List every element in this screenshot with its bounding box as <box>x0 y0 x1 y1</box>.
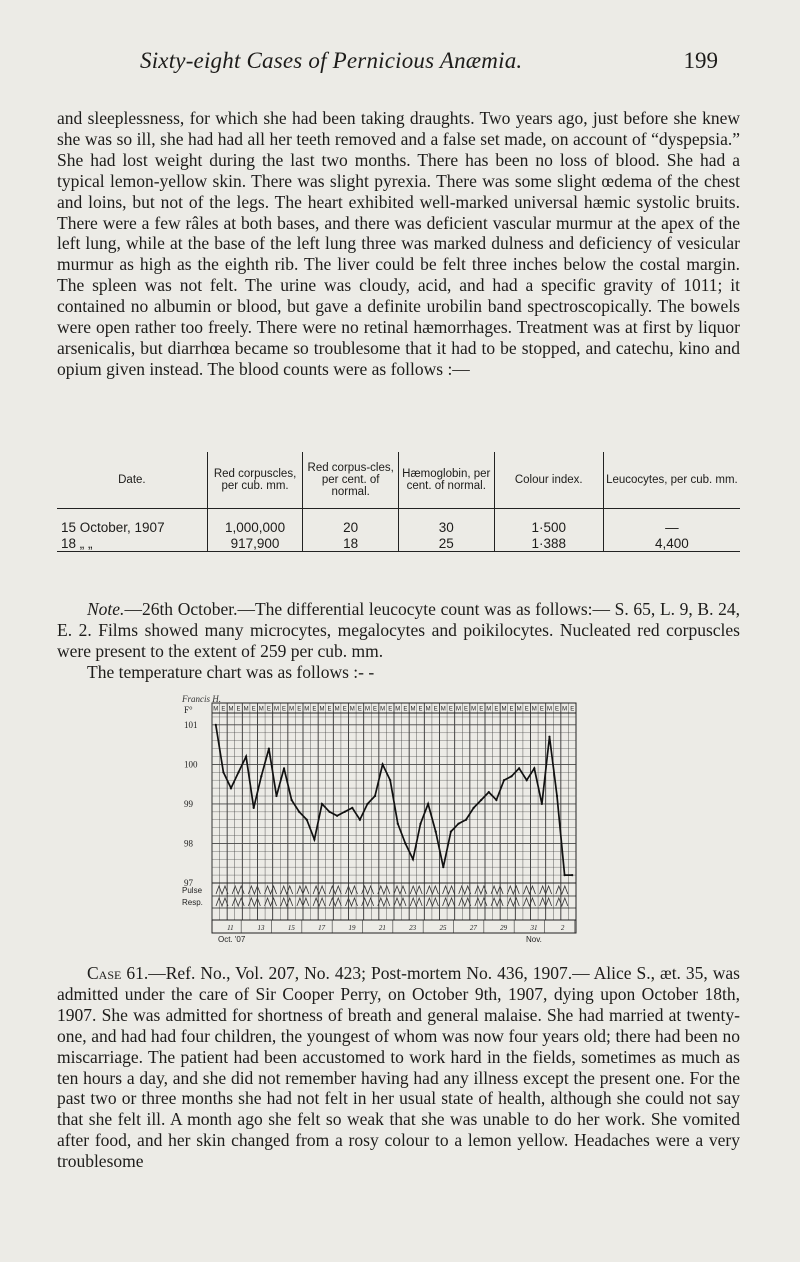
chart-date-label: 23 <box>409 924 417 932</box>
chart-temperature-point <box>510 775 512 777</box>
case-61-text: —Ref. No., Vol. 207, No. 423; Post-mortem No. 436, 1907.— Alice S., æt. 35, was admitted under the care of Sir Cooper Perry, on October 9th, 1907, dying upon October 18th, 1907. She was admitted for shortness of breath and general malaise. She had married at twenty-one, and had had four children, the youngest of whom was now four years old; there had been no miscarriage. The patient had been accustomed to work hard in the fields, sometimes as much as ten hours a day, and she did not remember having had any illness except the present one. For the past two or three months she had not felt in her usual state of health, although she could not say that she felt ill. A month ago she felt so weak that she was unable to do her work. She vomited after food, and her skin changed from a rosy colour to a lemon yellow. Headaches were a very troublesome <box>57 963 740 1172</box>
chart-temperature-point <box>427 803 429 805</box>
page-header <box>110 48 718 84</box>
chart-me-label: E <box>539 706 544 713</box>
chart-me-label: E <box>357 706 362 713</box>
chart-temperature-point <box>253 807 255 809</box>
chart-date-label: 21 <box>378 924 386 932</box>
chart-temperature-point <box>351 807 353 809</box>
chart-me-label: M <box>364 706 370 713</box>
chart-date-label: 2 <box>560 924 565 932</box>
cell-red-percent: 20 <box>303 509 399 536</box>
chart-me-label: E <box>251 706 256 713</box>
cell-red-corpuscles: 917,900 <box>207 535 303 552</box>
paragraph-temp-intro: The temperature chart was as follows :- - <box>87 661 375 682</box>
chart-me-label: E <box>418 706 423 713</box>
chart-me-label: E <box>479 706 484 713</box>
col-red-corpuscles-percent: Red corpus-cles, per cent. of normal. <box>303 452 399 509</box>
chart-temperature-point <box>283 767 285 769</box>
chart-pulse-mark <box>265 886 277 894</box>
chart-me-label: E <box>312 706 317 713</box>
chart-temperature-point <box>556 795 558 797</box>
table-row <box>57 509 740 536</box>
chart-me-label: M <box>395 706 401 713</box>
chart-pulse-mark <box>281 886 293 894</box>
cell-leucocytes: — <box>603 509 740 536</box>
col-haemoglobin: Hæmoglobin, per cent. of normal. <box>398 452 494 509</box>
chart-resp-mark <box>378 898 390 906</box>
chart-pulse-mark <box>491 886 503 894</box>
chart-me-label: E <box>433 706 438 713</box>
cell-colour-index: 1·388 <box>494 535 603 552</box>
case-60-continuation <box>57 108 740 380</box>
chart-temperature-point <box>291 799 293 801</box>
chart-temperature-point <box>435 831 437 833</box>
chart-date-label: 29 <box>500 924 508 932</box>
chart-resp-mark <box>281 898 293 906</box>
chart-temperature-point <box>450 831 452 833</box>
cell-leucocytes: 4,400 <box>603 535 740 552</box>
chart-temperature-point <box>548 736 550 738</box>
chart-me-label: E <box>570 706 575 713</box>
chart-temperature-point <box>503 779 505 781</box>
col-red-corpuscles: Red corpuscles, per cub. mm. <box>207 452 303 509</box>
chart-me-label: M <box>243 706 249 713</box>
chart-temperature-point <box>321 803 323 805</box>
chart-me-label: M <box>486 706 492 713</box>
chart-temperature-point <box>533 767 535 769</box>
col-date: Date. <box>57 452 207 509</box>
table-header-row <box>57 452 740 509</box>
chart-temperature-point <box>313 838 315 840</box>
chart-temperature-point <box>541 803 543 805</box>
chart-pulse-mark <box>523 886 535 894</box>
chart-temperature-point <box>480 799 482 801</box>
col-colour-index: Colour index. <box>494 452 603 509</box>
chart-resp-mark <box>556 898 568 906</box>
col-leucocytes: Leucocytes, per cub. mm. <box>603 452 740 509</box>
chart-me-label: E <box>221 706 226 713</box>
chart-resp-mark <box>345 898 357 906</box>
blood-counts-table <box>57 452 740 552</box>
chart-y-tick: 97 <box>184 878 193 888</box>
chart-temperature-point <box>488 791 490 793</box>
chart-me-label: M <box>319 706 325 713</box>
chart-me-label: E <box>266 706 271 713</box>
cell-date: 15 October, 1907 <box>61 519 165 535</box>
chart-date-label: 19 <box>348 924 356 932</box>
chart-resp-mark <box>329 898 341 906</box>
chart-temperature-point <box>442 866 444 868</box>
chart-pulse-mark <box>329 886 341 894</box>
chart-deg-label: F° <box>184 705 193 715</box>
chart-y-tick: 99 <box>184 798 193 809</box>
chart-resp-mark <box>426 898 438 906</box>
note-section <box>57 599 740 683</box>
chart-temperature-point <box>366 803 368 805</box>
chart-pulse-mark <box>507 886 519 894</box>
chart-resp-mark <box>313 898 325 906</box>
chart-me-label: E <box>297 706 302 713</box>
case-61-label: Case 61. <box>87 963 149 983</box>
chart-temperature-point <box>419 823 421 825</box>
case-61-section <box>57 963 740 1172</box>
chart-resp-mark <box>523 898 535 906</box>
cell-red-corpuscles: 1,000,000 <box>207 509 303 536</box>
chart-temperature-point <box>222 771 224 773</box>
chart-me-label: M <box>562 706 568 713</box>
chart-temperature-point <box>268 747 270 749</box>
chart-me-label: M <box>213 706 219 713</box>
chart-me-label: M <box>455 706 461 713</box>
chart-me-label: M <box>289 706 295 713</box>
chart-resp-mark <box>248 898 260 906</box>
chart-temperature-point <box>412 858 414 860</box>
chart-pulse-mark <box>556 886 568 894</box>
running-title: Sixty-eight Cases of Pernicious Anæmia. <box>140 48 523 73</box>
chart-temperature-point <box>275 795 277 797</box>
chart-month-start: Oct. '07 <box>218 935 246 944</box>
chart-temperature-point <box>374 795 376 797</box>
chart-temperature-point <box>306 819 308 821</box>
chart-me-label: M <box>440 706 446 713</box>
temperature-chart <box>180 693 580 944</box>
chart-me-label: M <box>228 706 234 713</box>
chart-me-label: M <box>258 706 264 713</box>
chart-me-label: E <box>524 706 529 713</box>
chart-me-label: E <box>494 706 499 713</box>
chart-temperature-point <box>230 787 232 789</box>
chart-resp-mark <box>443 898 455 906</box>
cell-red-percent: 18 <box>303 535 399 552</box>
cell-date: 18 „ „ <box>57 535 207 552</box>
chart-temperature-point <box>564 874 566 876</box>
chart-temperature-point <box>260 775 262 777</box>
chart-temperature-point <box>526 779 528 781</box>
chart-temperature-point <box>518 767 520 769</box>
chart-temperature-point <box>328 811 330 813</box>
cell-colour-index: 1·500 <box>494 509 603 536</box>
chart-date-label: 11 <box>227 924 234 932</box>
chart-pulse-mark <box>443 886 455 894</box>
chart-pulse-mark <box>378 886 390 894</box>
chart-temperature-point <box>245 755 247 757</box>
chart-pulse-mark <box>216 886 228 894</box>
chart-me-label: M <box>349 706 355 713</box>
chart-temperature-point <box>465 819 467 821</box>
chart-date-label: 13 <box>257 924 265 932</box>
chart-pulse-mark <box>459 886 471 894</box>
chart-me-label: M <box>410 706 416 713</box>
chart-date-label: 15 <box>287 924 295 932</box>
chart-date-label: 27 <box>469 924 477 932</box>
chart-pulse-mark <box>410 886 422 894</box>
chart-me-label: E <box>555 706 560 713</box>
chart-resp-mark <box>216 898 228 906</box>
chart-me-label: E <box>342 706 347 713</box>
chart-temperature-point <box>495 799 497 801</box>
chart-me-label: E <box>448 706 453 713</box>
chart-pulse-mark <box>248 886 260 894</box>
chart-date-label: 31 <box>530 924 538 932</box>
chart-me-label: M <box>425 706 431 713</box>
chart-me-label: M <box>531 706 537 713</box>
chart-resp-label: Resp. <box>182 898 203 907</box>
chart-pulse-mark <box>345 886 357 894</box>
chart-pulse-mark <box>426 886 438 894</box>
paragraph-case-61 <box>57 963 740 1172</box>
cell-haemoglobin: 30 <box>398 509 494 536</box>
page-number: 199 <box>683 48 718 73</box>
chart-me-label: E <box>373 706 378 713</box>
chart-temperature-point <box>382 763 384 765</box>
chart-pulse-mark <box>394 886 406 894</box>
note-text: —26th October.—The differential leucocyte count was as follows:— S. 65, L. 9, B. 24, E. 2. Films showed many microcytes, megalocytes and poikilocytes. Nucleated red corpuscles were present to the extent of 259 per cub. mm. <box>57 599 740 661</box>
chart-temperature-point <box>215 724 217 726</box>
chart-patient-name: Francis H. <box>182 694 221 704</box>
chart-me-label: M <box>471 706 477 713</box>
chart-temperature-point <box>473 807 475 809</box>
chart-y-tick: 101 <box>184 719 198 730</box>
chart-resp-mark <box>491 898 503 906</box>
chart-temperature-point <box>389 779 391 781</box>
chart-temperature-point <box>571 874 573 876</box>
chart-resp-mark <box>459 898 471 906</box>
chart-temperature-point <box>298 811 300 813</box>
cell-haemoglobin: 25 <box>398 535 494 552</box>
chart-month-end: Nov. <box>526 935 542 944</box>
chart-me-label: E <box>388 706 393 713</box>
chart-me-label: M <box>380 706 386 713</box>
chart-me-label: M <box>501 706 507 713</box>
paragraph-note <box>57 599 740 662</box>
chart-date-label: 17 <box>318 924 326 932</box>
chart-me-label: E <box>282 706 287 713</box>
chart-temperature-point <box>397 823 399 825</box>
chart-temperature-point <box>359 819 361 821</box>
chart-temperature-point <box>344 811 346 813</box>
chart-me-label: M <box>273 706 279 713</box>
chart-resp-mark <box>265 898 277 906</box>
chart-pulse-mark <box>313 886 325 894</box>
chart-me-label: M <box>304 706 310 713</box>
chart-me-label: M <box>546 706 552 713</box>
chart-resp-mark <box>394 898 406 906</box>
chart-y-tick: 98 <box>184 838 193 849</box>
chart-me-label: M <box>334 706 340 713</box>
chart-temperature-point <box>336 815 338 817</box>
chart-temperature-point <box>457 823 459 825</box>
chart-resp-mark <box>410 898 422 906</box>
note-label: Note. <box>87 599 125 619</box>
chart-me-label: E <box>236 706 241 713</box>
chart-resp-mark <box>507 898 519 906</box>
chart-date-label: 25 <box>439 924 447 932</box>
chart-me-label: M <box>516 706 522 713</box>
chart-me-label: E <box>403 706 408 713</box>
chart-temperature-point <box>237 771 239 773</box>
chart-me-label: E <box>327 706 332 713</box>
chart-me-label: E <box>509 706 514 713</box>
chart-y-tick: 100 <box>184 759 198 770</box>
temperature-chart-svg <box>180 693 580 944</box>
chart-temperature-point <box>404 842 406 844</box>
paragraph-clinical-findings: and sleeplessness, for which she had been taking draughts. Two years ago, just before she knew she was so ill, she had had all her teeth removed and a false set made, on account of “dyspepsia.” She had lost weight during the last two months. There has been no loss of blood. She had a typical lemon-yellow skin. There was slight pyrexia. There was some slight œdema of the chest and loins, but not of the legs. The heart exhibited well-marked universal hæmic systolic bruits. There were a few râles at both bases, and there was deficient vascular murmur at the apex of the left lung, while at the base of the left lung three was marked dulness and deficiency of vesicular murmur as high as the eighth rib. The liver could be felt three inches below the costal margin. The spleen was not felt. The urine was cloudy, acid, and had a specific gravity of 1011; it contained no albumin or blood, but gave a definite urobilin band spectroscopically. The bowels were open rather too freely. There were no retinal hæmorrhages. Treatment was at first by liquor arsenicalis, but diarrhœa became so troublesome that it had to be stopped, and catechu, kino and opium given instead. The blood counts were as follows :— <box>57 108 740 379</box>
chart-pulse-label: Pulse <box>182 886 203 895</box>
chart-me-label: E <box>464 706 469 713</box>
table-row <box>57 535 740 552</box>
